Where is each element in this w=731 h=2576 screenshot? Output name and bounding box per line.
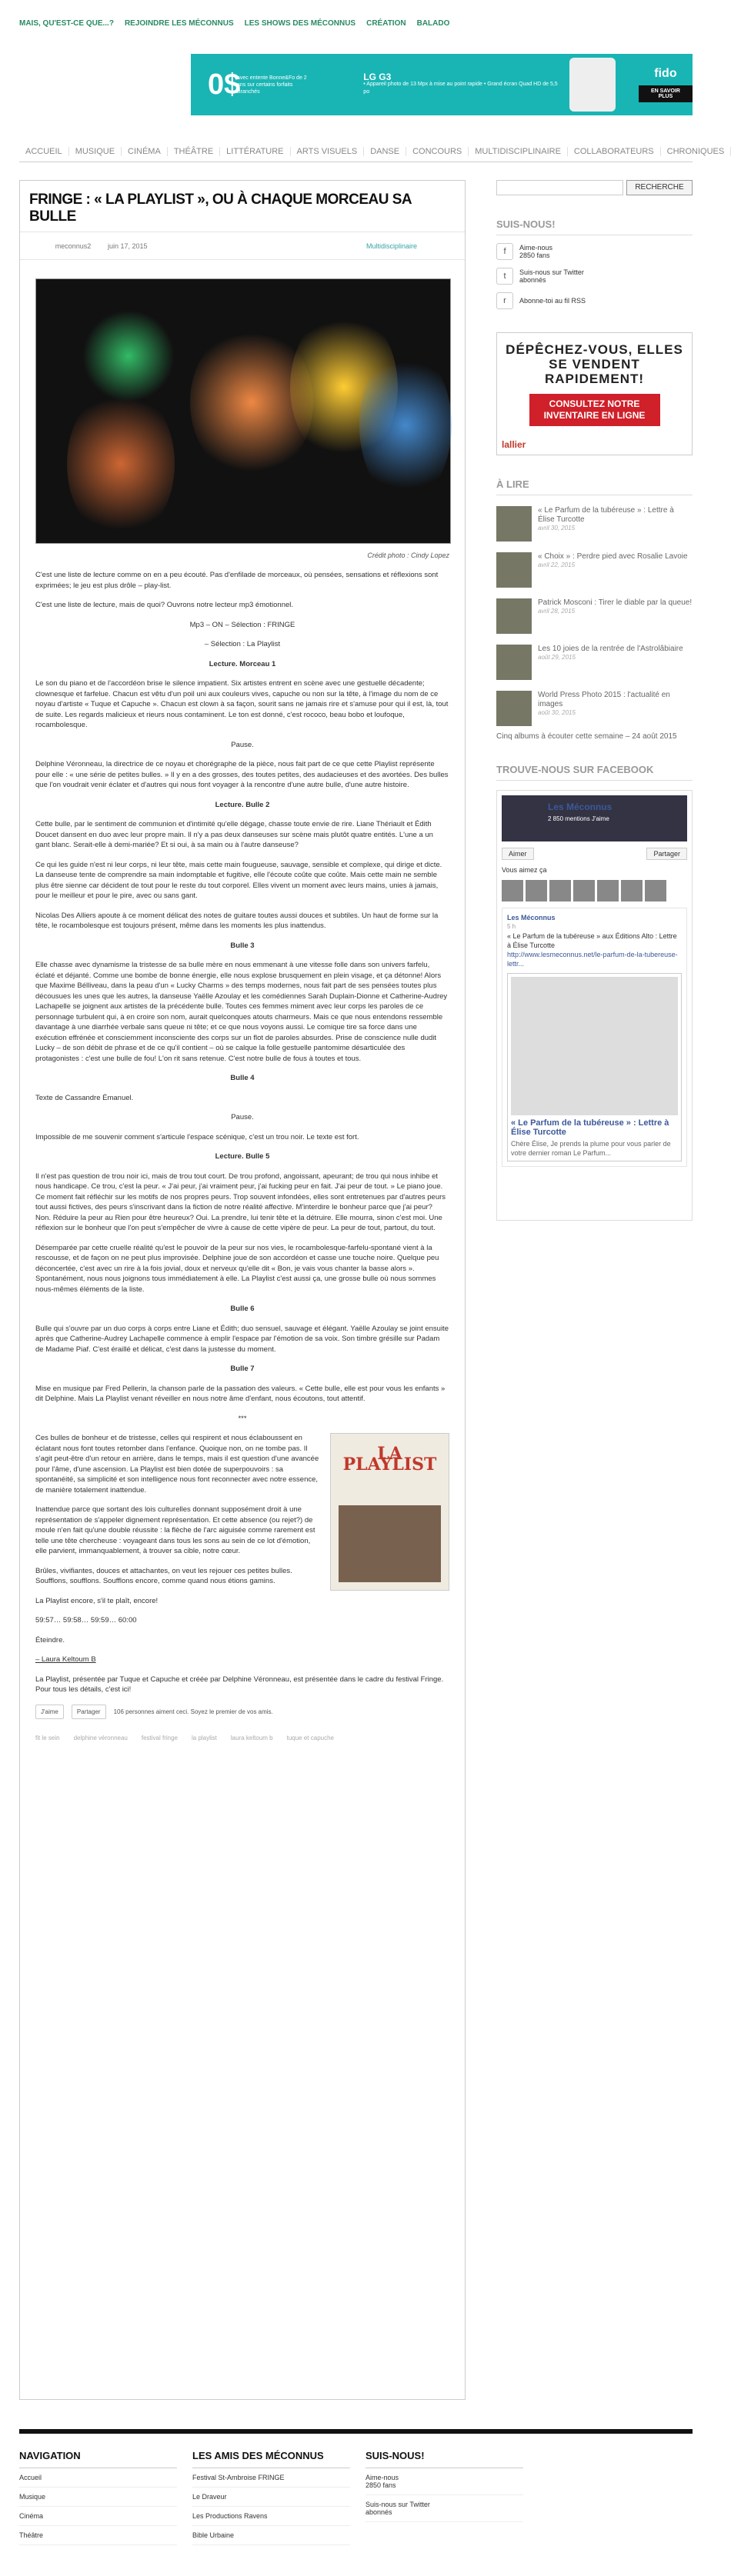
- post-title: « Le Parfum de la tubéreuse » : Lettre à Élise Turcotte: [538, 506, 674, 524]
- fb-friends-label: Vous aimez ça: [502, 866, 547, 874]
- ad-features: • Appareil photo de 13 Mpx à mise au point rapide • Grand écran Quad HD de 5,5 po: [363, 82, 558, 95]
- topnav-link-join[interactable]: REJOINDRE LES MÉCONNUS: [124, 19, 234, 28]
- section-heading: Lecture. Bulle 2: [215, 800, 270, 809]
- topnav-link-creation[interactable]: CRÉATION: [366, 19, 406, 28]
- fb-post-link[interactable]: http://www.lesmeconnus.net/le-parfum-de-la-tubereuse-lettr...: [507, 951, 678, 968]
- paragraph: Inattendue parce que sortant des lois culturelles donnant supposément droit à une représentation de s'appeler dignement représentation. Et cette absence (ou rejet?) de moule n'en fait qu'une double réussite : la flèche de l'arc aiguisée comme rarement est telle une tête chercheuse : voyageant dans tous les sons au sein de ce lot d'émotion, elle parvient, immanquablement, à trouver sa cible, notre cœur.: [35, 1505, 315, 1555]
- nav-collaborateurs[interactable]: COLLABORATEURS: [568, 147, 661, 156]
- card-title: « Le Parfum de la tubéreuse » : Lettre à Élise Turcotte: [511, 1118, 669, 1137]
- facebook-icon: f: [496, 243, 513, 260]
- poster-figures: [339, 1505, 441, 1582]
- paragraph: Brûles, vivifiantes, douces et attachantes, on veut les rejouer ces petites bulles. Soufflons, soufflons. Soufflons encore, comme quand nous étions gamins.: [35, 1566, 292, 1585]
- fb-post: [502, 908, 687, 1167]
- like-count: 106 personnes aiment ceci. Soyez le premier de vos amis.: [113, 1708, 273, 1715]
- fb-link-card[interactable]: [507, 973, 682, 1161]
- paragraph: Texte de Cassandre Émanuel.: [35, 1093, 134, 1102]
- footer-link[interactable]: Théâtre: [19, 2526, 177, 2545]
- phone-image: [569, 58, 616, 112]
- article: [19, 180, 466, 2400]
- rss-icon: r: [496, 292, 513, 309]
- fb-post-text: « Le Parfum de la tubéreuse » aux Éditions Alto : Lettre à Élise Turcotte: [507, 932, 677, 949]
- topnav-link-about[interactable]: MAIS, QU'EST-CE QUE...?: [19, 19, 114, 28]
- facebook-widget: [496, 790, 693, 1221]
- paragraph: – Sélection : La Playlist: [204, 640, 281, 648]
- section-heading: Bulle 7: [230, 1365, 255, 1373]
- separator: ***: [238, 1414, 247, 1423]
- paragraph: Cette bulle, par le sentiment de communion et d'intimité qu'elle dégage, chasse toute envie de rire. Liane Thériault et Édith Doucet dansent en duo avec leur propre main. Il n'y a pas deux danseuses sur scène mais plutôt quatre entités. L'une a un gant blanc. Serait-elle à demi-mariée? Et si oui, à sa main ou à l'autre danseuse?: [35, 820, 433, 849]
- fb-header: [502, 795, 687, 841]
- footer-heading: SUIS-NOUS!: [366, 2450, 523, 2468]
- footer: [19, 2450, 693, 2545]
- follow-rss[interactable]: [496, 292, 693, 309]
- ad-conditions: avec entente Bonne&Fo de 2 ans sur certains forfaits Branchés: [237, 75, 307, 95]
- share-button[interactable]: Partager: [72, 1705, 106, 1720]
- footer-link[interactable]: Bible Urbaine: [192, 2526, 350, 2545]
- fb-like-count: 2 850 mentions J'aime: [548, 815, 609, 822]
- footer-link[interactable]: Cinéma: [19, 2507, 177, 2526]
- article-category[interactable]: Multidisciplinaire: [366, 242, 417, 250]
- footer-follow-facebook[interactable]: Aime-nous 2850 fans: [366, 2468, 523, 2495]
- paragraph: Pause.: [231, 740, 254, 749]
- topnav-link-shows[interactable]: LES SHOWS DES MÉCONNUS: [244, 19, 356, 28]
- nav-chroniques[interactable]: CHRONIQUES: [661, 147, 731, 156]
- related-post[interactable]: [496, 598, 693, 634]
- avatar: [549, 880, 571, 901]
- paragraph: 59:57… 59:58… 59:59… 60:00: [35, 1616, 137, 1625]
- top-nav: [19, 19, 449, 28]
- ad-brand: [639, 67, 693, 102]
- section-heading: Lecture. Morceau 1: [209, 659, 276, 668]
- paragraph: Désemparée par cette cruelle réalité qu'est le pouvoir de la peur sur nos vies, le rocambolesque-farfelu-spontané vient à la rescousse, et de façon on ne peut plus improvisée. Delphine joue de son accordéon et casse une touche noire. Quelque peu déconcertée, c'est avec un rire à la fois jovial, doux et nerveux qu'elle dit « Bon, je vais vous chanter la basse alors ». Spontanément, nous nous joignons tous immédiatement à elle. La Playlist c'est aussi ça, une grosse bulle où nous sommes nous-mêmes éléments de la liste.: [35, 1243, 439, 1294]
- follow-text: Suis-nous sur Twitter abonnés: [519, 268, 584, 284]
- avatar: [573, 880, 595, 901]
- nav-litterature[interactable]: LITTÉRATURE: [220, 147, 290, 156]
- paragraph: Il n'est pas question de trou noir ici, mais de trou tout court. De trou profond, angoissant, apeurant; de trou qui nous inhibe et nous handicape. Ce trou, c'est la peur. « J'ai peur, j'ai vraiment peur, j'ai fucking peur en fait. J'ai peur de tout. » Le piano joue. Ce moment fait réfléchir sur les motifs de nos propres peurs. Trop souvent infondées, elles sont entretenues par d'autres peurs tout aussi fictives, des peurs s'inscrivant dans la fiction de notre réalité affective. M'interdire le bonheur parce que j'ai peur? Non. Réduire la peur au Rien pour être heureux? Oui. La prendre, lui tenir tête et la détruire. Elle mourra, sinon c'est moi. Une réflexion sur le bonheur que l'on peut s'empêcher de vivre à cause de cette vipère de peur. La peur de tout, partout, du tout.: [35, 1171, 446, 1232]
- article-body: [20, 559, 465, 1744]
- post-title: Les 10 joies de la rentrée de l'Astrolâbiaire: [538, 645, 683, 653]
- follow-twitter[interactable]: [496, 268, 693, 285]
- paragraph: Éteindre.: [35, 1635, 65, 1645]
- footer-heading: LES AMIS DES MÉCONNUS: [192, 2450, 350, 2468]
- footer-col-friends: [192, 2450, 350, 2545]
- fb-like-button[interactable]: Aimer: [502, 848, 534, 860]
- search-button[interactable]: RECHERCHE: [626, 180, 693, 195]
- article-author[interactable]: meconnus2: [55, 242, 92, 250]
- nav-accueil[interactable]: ACCUEIL: [19, 147, 69, 156]
- ad-headline: DÉPÊCHEZ-VOUS, ELLES SE VENDENT RAPIDEMENT!: [506, 342, 683, 386]
- like-button[interactable]: J'aime: [35, 1705, 64, 1720]
- follow-heading: SUIS-NOUS!: [496, 218, 693, 235]
- topnav-link-balado[interactable]: BALADO: [416, 19, 450, 28]
- avatar: [502, 880, 523, 901]
- facebook-heading: TROUVE-NOUS SUR FACEBOOK: [496, 764, 693, 781]
- post-date: avril 22, 2015: [538, 562, 576, 568]
- avatar: [597, 880, 619, 901]
- photo-caption: Crédit photo : Cindy Lopez: [367, 552, 449, 559]
- footer-link[interactable]: Festival St-Ambroise FRINGE: [192, 2468, 350, 2488]
- related-post[interactable]: [496, 552, 693, 588]
- tag-list: [35, 1733, 359, 1744]
- fb-post-author[interactable]: Les Méconnus: [507, 914, 556, 921]
- post-thumbnail: [496, 506, 532, 542]
- paragraph: C'est une liste de lecture, mais de quoi? Ouvrons notre lecteur mp3 émotionnel.: [35, 601, 294, 609]
- ad-product: [363, 73, 562, 96]
- tag[interactable]: fit le sein: [35, 1735, 60, 1741]
- avatar: [526, 880, 547, 901]
- fb-actions: [502, 848, 687, 860]
- footer-link[interactable]: Le Draveur: [192, 2488, 350, 2507]
- fb-faces: [502, 880, 687, 901]
- share-bar: [35, 1705, 449, 1720]
- follow-facebook[interactable]: [496, 243, 693, 260]
- fb-share-button[interactable]: Partager: [646, 848, 687, 860]
- post-thumbnail: [496, 552, 532, 588]
- footer-link[interactable]: Musique: [19, 2488, 177, 2507]
- fido-logo: fido: [654, 67, 677, 80]
- post-title: « Choix » : Perdre pied avec Rosalie Lavoie: [538, 552, 688, 561]
- paragraph: Bulle qui s'ouvre par un duo corps à corps entre Liane et Édith; duo sensuel, sauvage et élégant. Yaëlle Azoulay se joint ensuite après que Catherine-Audrey Lachapelle commence à emplir l'espace par l'émotion de sa voix. Son timbre grésille sur Padam de Madame Piaf. C'est éraillé et délicat, c'est dans la justesse du moment.: [35, 1324, 449, 1354]
- paragraph: Ces bulles de bonheur et de tristesse, celles qui respirent et nous éclaboussent en éclatant nous font toutes retomber dans l'enfance. Quoique non, on ne tombe pas. Il s'agit peut-être d'un retour en arrière, dans le temps, mais il est question d'une avancée pour l'âme, d'une ascension. La Playlist est bien dotée de superpouvoirs : sa spontanéité, sa simplicité et son intelligence nous font reconnecter avec notre essence, de manière totalement inattendue.: [35, 1434, 319, 1495]
- read-heading: À LIRE: [496, 478, 693, 495]
- paragraph: Le son du piano et de l'accordéon brise le silence impatient. Six artistes entrent en scène avec une gestuelle décadente; clownesque et farfelue. Chacun est vêtu d'un poil uni aux couleurs vives, capuche ou non sur la tête, à l'image du nom de ce noyau d'artiste « Tuque et Capuche ». Chacun est clown à sa façon, sourit sans ne jamais rire et s'amuse pour qui il est, là, tout de suite. Les regards malicieux et rieurs nous contaminent. Le ton est donné, c'est rococo, beau bobo et loufoque, rocambolesque.: [35, 679, 449, 729]
- related-post[interactable]: [496, 645, 693, 680]
- tag[interactable]: delphine véronneau: [73, 1735, 128, 1741]
- nav-arts-visuels[interactable]: ARTS VISUELS: [291, 147, 365, 156]
- section-heading: Lecture. Bulle 5: [215, 1152, 270, 1161]
- paragraph: Elle chasse avec dynamisme la tristesse de sa bulle mère en nous emmenant à une vitesse folle dans son univers farfelu, éclaté et déjanté. Comme une bombe de bonne énergie, elle nous explose brusquement en plein visage, et ça détonne! Alors que Maxime Bélliveau, dans la peau d'un « Lucky Charms » des temps modernes, nous fait part de ses pensées toutes plus décousues les unes que les autres, la danseuse Yaëlle Azoulay et les comédiennes Sarah Duplain-Dionne et Catherine-Audrey Lachapelle se joignent aux artistes de la précédente bulle. Toutes ces femmes miment avec leur corps les paroles de ce personnage turbulent qui, à en croire son nom, aurait quelconques atouts charmeurs. Mais ce que nous entendons ressemble davantage à une diarrhée verbale sans queue ni tête; et ce que nous voyons aussi. Le comique tire sa force dans une exécution effrénée et consciemment inconsciente des corps sur un flot de paroles absurdes. Prise de conscience nulle dudit Lucky – de son débit de phrase et de ce qu'il contient – où se calque la folle gestuelle pantomime désarticulée des protagonistes : c'est une bulle de fou! L'on rit sans retenue. C'est notre bulle de fous à toutes et tous.: [35, 961, 448, 1063]
- ad-model: LG G3: [363, 72, 392, 82]
- paragraph: Mp3 – ON – Sélection : FRINGE: [189, 620, 295, 629]
- follow-text: Aime-nous 2850 fans: [519, 244, 553, 259]
- tag[interactable]: la playlist: [192, 1735, 217, 1741]
- post-date: août 30, 2015: [538, 709, 576, 716]
- twitter-icon: t: [496, 268, 513, 285]
- main-nav: [19, 141, 725, 162]
- paragraph: La Playlist, présentée par Tuque et Capuche et créée par Delphine Véronneau, est présentée dans le cadre du festival Fringe. Pour tous les détails, c'est ici!: [35, 1675, 444, 1694]
- nav-cinema[interactable]: CINÉMA: [122, 147, 168, 156]
- paragraph: Ce qui les guide n'est ni leur corps, ni leur tête, mais cette main fougueuse, sauvage, sensible et complexe, qui dirige et dicte. La danseuse tente de comprendre sa main indomptable et fugitive, elle l'écoute coûte que coûte. Mais cette main ne semble plus être sienne car décident de tout pour le reste du tout corporel. Elles vivent un moment avec leurs mains, unies à jamais, pour le meilleur et pour le pire, avec ou sans gant.: [35, 860, 442, 900]
- nav-musique[interactable]: MUSIQUE: [69, 147, 122, 156]
- post-title: World Press Photo 2015 : l'actualité en images: [538, 691, 670, 708]
- post-date: avril 28, 2015: [538, 608, 576, 615]
- poster-title: LA PLAYLIST: [342, 1444, 437, 1475]
- tag[interactable]: tuque et capuche: [286, 1735, 334, 1741]
- card-image: [511, 977, 678, 1115]
- post-date: avril 30, 2015: [538, 525, 576, 532]
- search-input[interactable]: [496, 180, 623, 195]
- sidebar: [496, 180, 693, 1221]
- footer-link[interactable]: Les Productions Ravens: [192, 2507, 350, 2526]
- sidebar-ad[interactable]: [496, 332, 693, 455]
- paragraph: Pause.: [231, 1113, 254, 1121]
- paragraph: La Playlist encore, s'il te plaît, encore!: [35, 1596, 159, 1605]
- ad-cta-button[interactable]: EN SAVOIR PLUS: [639, 85, 693, 102]
- ad-cta-button[interactable]: CONSULTEZ NOTRE INVENTAIRE EN LIGNE: [529, 394, 660, 426]
- section-heading: Bulle 3: [230, 941, 255, 950]
- footer-rule: [19, 2429, 693, 2434]
- nav-multidisciplinaire[interactable]: MULTIDISCIPLINAIRE: [469, 147, 568, 156]
- post-thumbnail: [496, 645, 532, 680]
- related-post[interactable]: [496, 691, 693, 726]
- follow-text: Abonne-toi au fil RSS: [519, 297, 586, 305]
- fb-post-time: 5 h: [507, 923, 516, 930]
- search-form: [496, 180, 693, 195]
- playlist-poster: [330, 1433, 449, 1591]
- article-photo: [35, 278, 451, 544]
- lallier-logo: lallier: [502, 439, 526, 450]
- section-heading: Bulle 6: [230, 1305, 255, 1313]
- avatar: [621, 880, 643, 901]
- related-post-title[interactable]: Cinq albums à écouter cette semaine – 24 août 2015: [496, 732, 677, 741]
- nav-concours[interactable]: CONCOURS: [406, 147, 469, 156]
- section-heading: Bulle 4: [230, 1074, 255, 1082]
- avatar: [645, 880, 666, 901]
- article-date: juin 17, 2015: [108, 242, 148, 250]
- nav-theatre[interactable]: THÉÂTRE: [168, 147, 220, 156]
- nav-danse[interactable]: DANSE: [364, 147, 406, 156]
- article-title: FRINGE : « LA PLAYLIST », OU À CHAQUE MORCEAU SA BULLE: [20, 181, 465, 232]
- post-title: Patrick Mosconi : Tirer le diable par la queue!: [538, 598, 693, 607]
- related-post[interactable]: [496, 506, 693, 542]
- footer-link[interactable]: Accueil: [19, 2468, 177, 2488]
- paragraph: Impossible de me souvenir comment s'articule l'espace scénique, c'est un trou noir. Le texte est fort.: [35, 1132, 359, 1141]
- footer-col-follow: [366, 2450, 523, 2545]
- author-signature[interactable]: – Laura Keltoum B: [35, 1655, 96, 1664]
- footer-col-navigation: [19, 2450, 177, 2545]
- paragraph: C'est une liste de lecture comme on en a peu écouté. Pas d'enfilade de morceaux, où pensées, sensations et réflexions sont exprimées; le jeu est plus drôle – play-list.: [35, 571, 439, 590]
- tag[interactable]: laura keltoum b: [230, 1735, 273, 1741]
- footer-follow-twitter[interactable]: Suis-nous sur Twitter abonnés: [366, 2495, 523, 2522]
- post-thumbnail: [496, 598, 532, 634]
- paragraph: Mise en musique par Fred Pellerin, la chanson parle de la passation des valeurs. « Cette bulle, elle est pour vous les enfants » dit Delphine. Mais La Playlist venant réveiller en nous notre âme d'enfant, nous écoutons, tout attentif.: [35, 1384, 446, 1403]
- paragraph: Delphine Véronneau, la directrice de ce noyau et chorégraphe de la pièce, nous fait part de ce que cette Playlist représente pour elle : « une série de petites bulles. » Il y en a des grosses, des toutes petites, des audacieuses et des avortées. Des bulles que l'on voudrait venir éclater et d'autres qui nous font voyager à la rencontre d'une autre bulle, d'une autre histoire.: [35, 760, 449, 789]
- post-thumbnail: [496, 691, 532, 726]
- post-date: août 29, 2015: [538, 654, 576, 661]
- tag[interactable]: festival fringe: [141, 1735, 178, 1741]
- banner-ad[interactable]: [191, 54, 693, 115]
- article-meta: [20, 232, 465, 260]
- ad-price: 0$: [208, 68, 241, 101]
- card-desc: Chère Élise, Je prends la plume pour vous parler de votre dernier roman Le Parfum...: [511, 1140, 671, 1157]
- fb-page-name[interactable]: Les Méconnus: [548, 801, 613, 812]
- paragraph: Nicolas Des Alliers apoute à ce moment délicat des notes de guitare toutes aussi douces et subtiles. Un haut de forme sur la tête, le rocambolesque est toujours présent, même dans les moments les plus inattendus.: [35, 911, 439, 930]
- footer-heading: NAVIGATION: [19, 2450, 177, 2468]
